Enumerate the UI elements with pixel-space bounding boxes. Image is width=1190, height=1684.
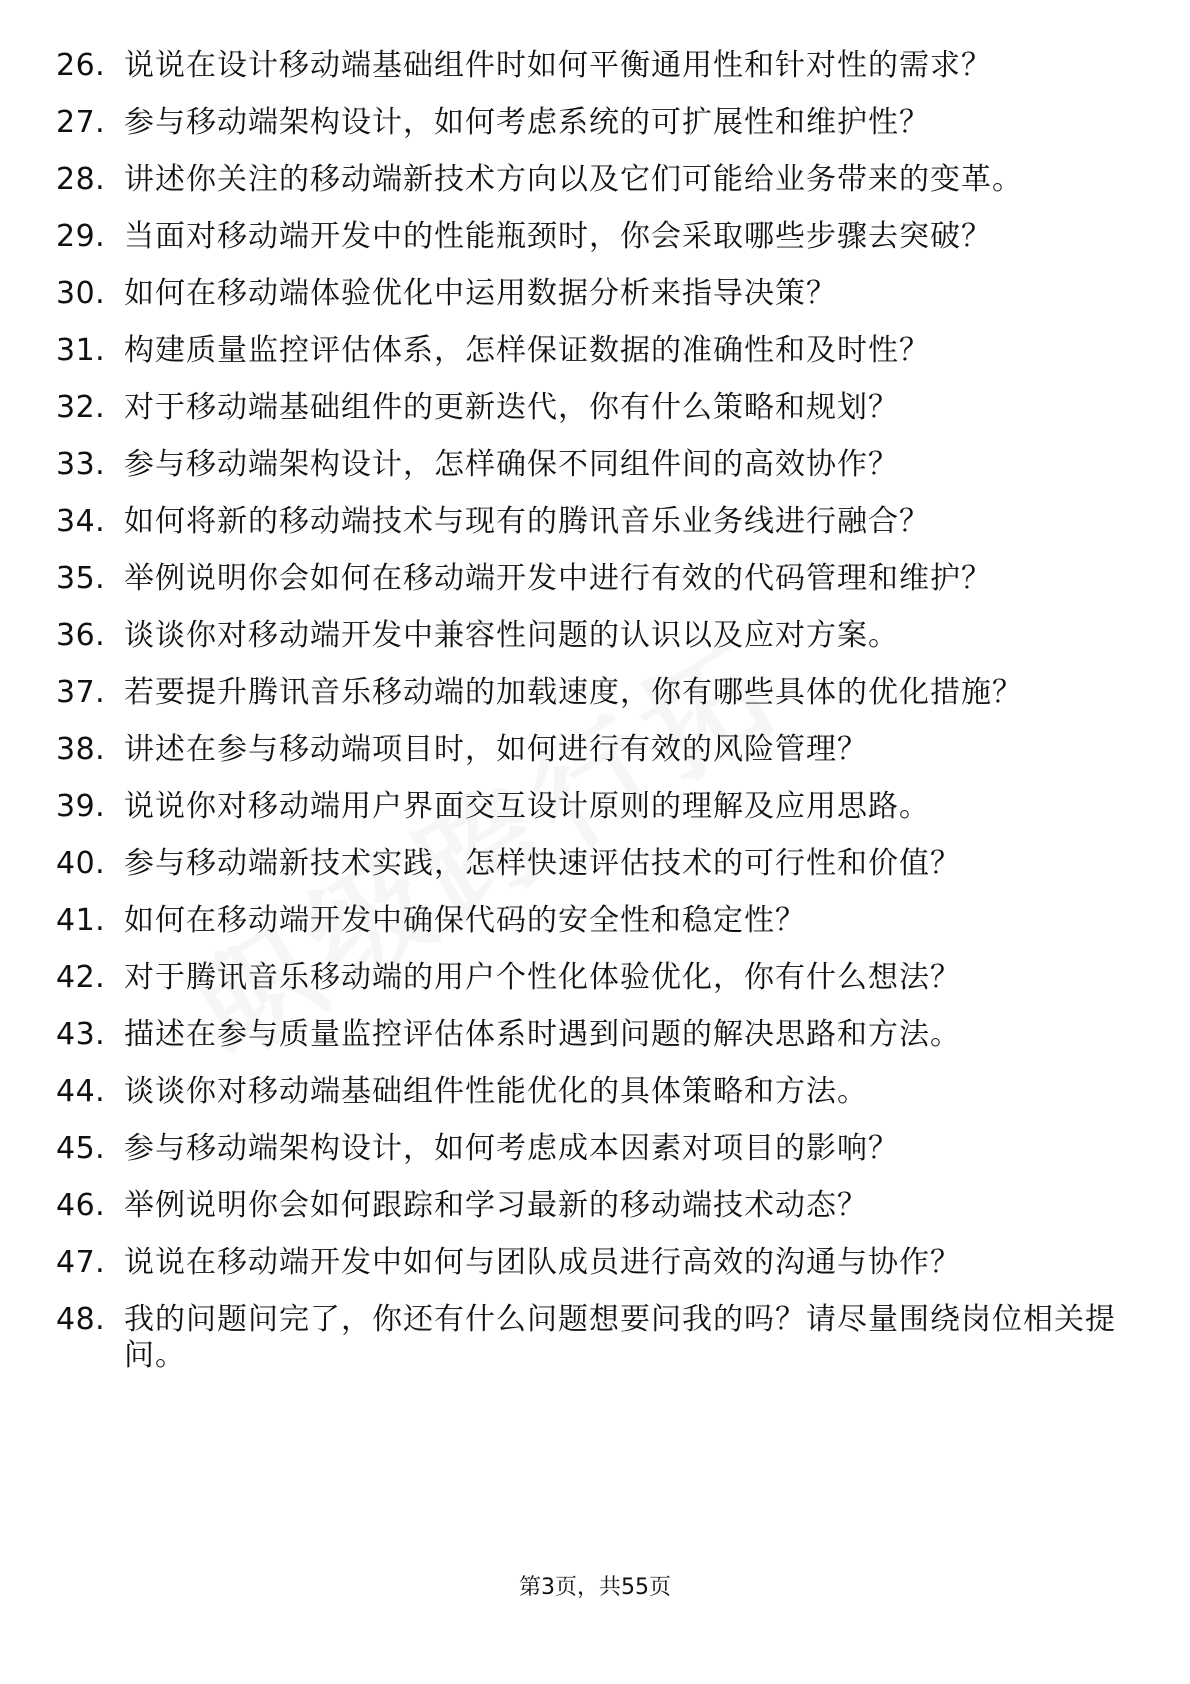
question-text: 如何在移动端开发中确保代码的安全性和稳定性？ <box>124 903 806 938</box>
list-item <box>56 219 1116 255</box>
list-item <box>56 48 1116 84</box>
question-number: 33. <box>56 447 106 482</box>
question-number: 40. <box>56 846 106 881</box>
question-number: 35. <box>56 561 106 596</box>
question-number: 38. <box>56 732 106 767</box>
list-item <box>56 789 1116 825</box>
question-text: 讲述你关注的移动端新技术方向以及它们可能给业务带来的变革。 <box>124 162 1023 197</box>
page-footer: 第3页，共55页 <box>519 1575 671 1600</box>
list-item <box>56 846 1116 882</box>
list-item <box>56 675 1116 711</box>
question-text: 当面对移动端开发中的性能瓶颈时，你会采取哪些步骤去突破？ <box>124 219 992 254</box>
question-text: 构建质量监控评估体系，怎样保证数据的准确性和及时性？ <box>124 333 930 368</box>
question-number: 48. <box>56 1302 106 1337</box>
question-number: 39. <box>56 789 106 824</box>
list-item <box>56 1131 1116 1167</box>
question-text: 如何在移动端体验优化中运用数据分析来指导决策？ <box>124 276 837 311</box>
question-text: 如何将新的移动端技术与现有的腾讯音乐业务线进行融合？ <box>124 504 930 539</box>
question-number: 43. <box>56 1017 106 1052</box>
question-number: 31. <box>56 333 106 368</box>
list-item <box>56 1017 1116 1053</box>
list-item <box>56 105 1116 141</box>
question-text: 对于移动端基础组件的更新迭代，你有什么策略和规划？ <box>124 390 899 425</box>
question-text: 若要提升腾讯音乐移动端的加载速度，你有哪些具体的优化措施？ <box>124 675 1023 710</box>
question-text: 参与移动端架构设计，怎样确保不同组件间的高效协作？ <box>124 447 899 482</box>
list-item <box>56 618 1116 654</box>
question-number: 36. <box>56 618 106 653</box>
question-text: 讲述在参与移动端项目时，如何进行有效的风险管理？ <box>124 732 868 767</box>
question-text: 举例说明你会如何在移动端开发中进行有效的代码管理和维护？ <box>124 561 992 596</box>
question-number: 47. <box>56 1245 106 1280</box>
question-text: 对于腾讯音乐移动端的用户个性化体验优化，你有什么想法？ <box>124 960 961 995</box>
question-text: 参与移动端架构设计，如何考虑系统的可扩展性和维护性？ <box>124 105 930 140</box>
question-number: 45. <box>56 1131 106 1166</box>
list-item <box>56 447 1116 483</box>
question-list <box>56 48 1116 1395</box>
question-number: 32. <box>56 390 106 425</box>
list-item <box>56 504 1116 540</box>
list-item <box>56 960 1116 996</box>
list-item <box>56 561 1116 597</box>
question-number: 27. <box>56 105 106 140</box>
list-item <box>56 1302 1116 1374</box>
question-text: 说说在移动端开发中如何与团队成员进行高效的沟通与协作？ <box>124 1245 961 1280</box>
list-item <box>56 732 1116 768</box>
question-number: 30. <box>56 276 106 311</box>
question-number: 37. <box>56 675 106 710</box>
question-number: 41. <box>56 903 106 938</box>
list-item <box>56 162 1116 198</box>
list-item <box>56 1245 1116 1281</box>
list-item <box>56 1188 1116 1224</box>
question-number: 29. <box>56 219 106 254</box>
question-number: 28. <box>56 162 106 197</box>
list-item <box>56 1074 1116 1110</box>
question-number: 42. <box>56 960 106 995</box>
list-item <box>56 390 1116 426</box>
question-text: 参与移动端架构设计，如何考虑成本因素对项目的影响？ <box>124 1131 899 1166</box>
question-text: 描述在参与质量监控评估体系时遇到问题的解决思路和方法。 <box>124 1017 961 1052</box>
list-item <box>56 276 1116 312</box>
question-number: 34. <box>56 504 106 539</box>
question-text: 举例说明你会如何跟踪和学习最新的移动端技术动态？ <box>124 1188 868 1223</box>
question-number: 26. <box>56 48 106 83</box>
question-number: 46. <box>56 1188 106 1223</box>
question-text: 参与移动端新技术实践，怎样快速评估技术的可行性和价值？ <box>124 846 961 881</box>
question-text: 谈谈你对移动端基础组件性能优化的具体策略和方法。 <box>124 1074 868 1109</box>
question-text: 说说在设计移动端基础组件时如何平衡通用性和针对性的需求？ <box>124 48 992 83</box>
list-item <box>56 333 1116 369</box>
list-item <box>56 903 1116 939</box>
question-number: 44. <box>56 1074 106 1109</box>
question-text: 说说你对移动端用户界面交互设计原则的理解及应用思路。 <box>124 789 930 824</box>
question-text: 谈谈你对移动端开发中兼容性问题的认识以及应对方案。 <box>124 618 899 653</box>
question-text: 我的问题问完了，你还有什么问题想要问我的吗？请尽量围绕岗位相关提问。 <box>124 1302 1116 1373</box>
